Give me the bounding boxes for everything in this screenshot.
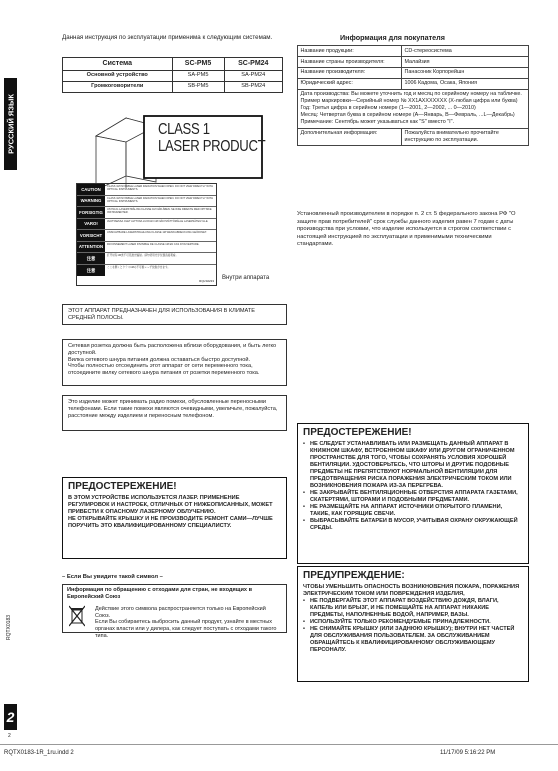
laser-label-line1: CLASS 1 [158, 121, 210, 138]
list-item: • НЕ ЗАКРЫВАЙТЕ ВЕНТИЛЯЦИОННЫЕ ОТВЕРСТИЯ АППАРАТА ГАЗЕТАМИ, СКАТЕРТЯМИ, ШТОРАМИ И ПОДОБНЫМИ ПРЕДМЕТАМИ. [303, 490, 523, 504]
page-number: 2 [4, 704, 17, 730]
language-tab [4, 78, 17, 170]
header-cell: SC-PM5 [172, 58, 224, 71]
laser-label [158, 122, 265, 156]
label-row [77, 253, 216, 265]
table-cell: Название продукции: [298, 46, 402, 57]
table-row [298, 46, 529, 57]
label-word: 注意 [77, 253, 105, 264]
warning-right-list [303, 598, 523, 654]
label-text: CLASS 1M INVISIBLE LASER RADIATION WHEN OPEN. DO NOT VIEW DIRECTLY WITH OPTICAL INSTRUMENTS. [107, 185, 214, 192]
label-word: VARO! [77, 219, 105, 230]
label-code: RQLS0233 [199, 279, 214, 284]
list-item: • НЕ РАЗМЕЩАЙТЕ НА АППАРАТ ИСТОЧНИКИ ОТКРЫТОГО ПЛАМЕНИ, ТАКИЕ, КАК ГОРЯЩИЕ СВЕЧИ. [303, 504, 523, 518]
table-row [298, 128, 529, 145]
table-cell: Панасоник Корпорейшн [402, 67, 529, 78]
table-cell: SA-PM24 [224, 70, 282, 81]
warning-right-intro: ЧТОБЫ УМЕНЬШИТЬ ОПАСНОСТЬ ВОЗНИКНОВЕНИЯ ПОЖАРА, ПОРАЖЕНИЯ ЭЛЕКТРИЧЕСКИМ ТОКОМ ИЛИ ПОВРЕЖДЕНИЯ ИЗДЕЛИЯ, [303, 584, 520, 598]
table-cell: 1006 Кадома, Осака, Япония [402, 78, 529, 89]
caution-right-list [303, 441, 523, 532]
footer-divider [0, 744, 558, 745]
label-text: USYNLIG LASERSTRÅLING KLASSE 1M NÅR ÅBEN. SE IKKE DIREKTE MED OPTISKE INSTRUMENTER. [107, 208, 212, 215]
warning-label-sheet [76, 183, 217, 286]
table-row [298, 67, 529, 78]
header-cell: SC-PM24 [224, 58, 282, 71]
table-row [298, 78, 529, 89]
list-item: • НЕ СНИМАЙТЕ КРЫШКУ (ИЛИ ЗАДНЮЮ КРЫШКУ); ВНУТРИ НЕТ ЧАСТЕЙ ДЛЯ ОБСЛУЖИВАНИЯ ПОЛЬЗОВАТЕЛЕМ. ЗА ОБСЛУЖИВАНИЕМ ОБРАЩАЙТЕСЬ К КВАЛИФИЦИРОВАННОМУ ОБСЛУЖИВАЮЩЕМУ ПЕРСОНАЛУ. [303, 626, 523, 654]
label-word: WARNING [77, 196, 105, 207]
vertical-doc-code: RQTX0183 [6, 614, 12, 640]
label-text: 打开时有1M类不可见激光辐射。请勿使用光学仪器直接观看。 [107, 254, 179, 257]
table-cell: SB-PM24 [224, 81, 282, 92]
label-row [77, 207, 216, 219]
label-text: CLASS 1M INVISIBLE LASER RADIATION WHEN OPEN. DO NOT VIEW DIRECTLY WITH OPTICAL INSTRUMENTS. [107, 196, 214, 203]
table-cell: SB-PM5 [172, 81, 224, 92]
table-row [63, 70, 283, 81]
list-item: • НЕ ПОДВЕРГАЙТЕ ЭТОТ АППАРАТ ВОЗДЕЙСТВИЮ ДОЖДЯ, ВЛАГИ, КАПЕЛЬ ИЛИ БРЫЗГ, И НЕ ПОМЕЩАЙТЕ НА АППАРАТ НИКАКИЕ ПРЕДМЕТЫ, НАПОЛНЕННЫЕ ВОДОЙ, НАПРИМЕР, ВАЗЫ. [303, 598, 523, 619]
disposal-text: Действие этого символа распространяется только на Европейский Союз. Если Вы собираетесь выбросить данный продукт, узнайте в местных органах власти или у дилера, как следует поступать с отходами такого типа. [95, 606, 277, 639]
table-cell: Малайзия [402, 57, 529, 68]
footer-timestamp: 11/17/09 5:16:22 PM [440, 750, 496, 756]
table-cell: Основной устройство [63, 70, 173, 81]
label-caption: Внутри аппарата [222, 275, 270, 281]
language-tab-label: РУССКИЙ ЯЗЫК [5, 94, 15, 154]
climate-box: ЭТОТ АППАРАТ ПРЕДНАЗНАЧЕН ДЛЯ ИСПОЛЬЗОВАНИЯ В КЛИМАТЕ СРЕДНЕЙ ПОЛОСЫ. [62, 304, 287, 325]
date-info-cell: Дата производства: Вы можете уточнить год и месяц по серийному номеру на табличке. Пример маркировки—Серийный номер № XX1AXXXXXXX (X-любая цифра или буква) Год: Третья цифра в серийном номере (1—2001, 2—2002, ... 0—2010) Месяц: Четвертая буква в серийном номере (A—Январь, B—Февраль, ...L—Декабрь) Примечание: Сентябрь может указываться как "S" вместо "I". [298, 89, 529, 128]
label-text: ここを開くとクラス1Mの不可視レーザ放射が出ます。 [107, 265, 170, 269]
laser-label-line2: LASER PRODUCT [158, 137, 266, 155]
list-item: • ВЫБРАСЫВАЙТЕ БАТАРЕИ В МУСОР, УЧИТЫВАЯ ОХРАНУ ОКРУЖАЮЩЕЙ СРЕДЫ. [303, 518, 523, 532]
interference-box: Это изделие может принимать радио помехи, обусловленные переносными телефонами. Если такие помехи являются очевидными, увеличьте, пожалуйста, расстояние между изделием и переносным телефоном. [62, 395, 287, 431]
caution-right-title: ПРЕДОСТЕРЕЖЕНИЕ! [303, 427, 412, 438]
label-text: RAYONNEMENT LASER INVISIBLE DE CLASSE 1M EN CAS D'OUVERTURE. [107, 242, 200, 246]
intro-text: Данная инструкция по эксплуатации применима к следующим системам. [62, 34, 273, 41]
crossed-bin-icon [69, 605, 85, 627]
disposal-box-title: Информация по обращению с отходами для стран, не входящих в Европейский Союз [67, 587, 253, 600]
label-row [77, 265, 216, 277]
label-word: CAUTION [77, 184, 105, 195]
table-cell: Название страны производителя: [298, 57, 402, 68]
disposal-box [62, 584, 287, 639]
service-life-text: Установленный производителем в порядке п. 2 ст. 5 федерального закона РФ "О защите прав потребителей" срок службы данного изделия равен 7 годам с даты производства при условии, что изделие используется в строгом соответствии с настоящей инструкцией по эксплуатации и применимыми техническими стандартами. [297, 211, 516, 248]
table-cell: SA-PM5 [172, 70, 224, 81]
footer-file: RQTX0183-1R_1ru.indd 2 [4, 750, 74, 756]
label-row [77, 242, 216, 254]
label-word: VORSICHT [77, 230, 105, 241]
table-cell: Юридический адрес: [298, 78, 402, 89]
label-row [77, 219, 216, 231]
disposal-heading: – Если Вы увидите такой символ – [62, 574, 163, 580]
buyer-info-title: Информация для покупателя [340, 33, 445, 42]
label-text: AVATTAESSA OLET ALTTIINA LUOKAN 1M NÄKYMÄTTÖMÄLLE LASERSÄTEILYLLE. [107, 219, 209, 223]
warning-right-title: ПРЕДУПРЕЖДЕНИЕ: [303, 570, 405, 581]
table-row [298, 89, 529, 128]
page-number-small: 2 [8, 733, 11, 739]
caution-right-box [297, 423, 529, 564]
header-cell: Система [63, 58, 173, 71]
caution-left-box [62, 477, 287, 559]
table-cell: Пожалуйста внимательно прочитайте инструкцию по эксплуатации. [402, 128, 529, 145]
label-word: FORSIGTIG [77, 207, 105, 218]
socket-box: Сетевая розетка должна быть расположена вблизи оборудования, и быть легко доступной. Вилка сетевого шнура питания должна оставаться быстро доступной. Чтобы полностью отсоединить этот аппарат от сети переменного тока, отсоедините вилку сетевого шнура питания от розетки переменного тока. [62, 339, 287, 386]
label-word: ATTENTION [77, 242, 105, 253]
table-row [63, 81, 283, 92]
label-row [77, 184, 216, 196]
caution-left-body: В ЭТОМ УСТРОЙСТВЕ ИСПОЛЬЗУЕТСЯ ЛАЗЕР. ПРИМЕНЕНИЕ РЕГУЛИРОВОК И НАСТРОЕК, ОТЛИЧНЫХ ОТ НИЖЕОПИСАННЫХ, МОЖЕТ ПРИВЕСТИ К ОПАСНОМУ ЛАЗЕРНОМУ ОБЛУЧЕНИЮ. НЕ ОТКРЫВАЙТЕ КРЫШКУ И НЕ ПРОИЗВОДИТЕ РЕМОНТ САМИ—ЛУЧШЕ ПОРУЧИТЬ ЭТО КВАЛИФИЦИРОВАННОМУ СПЕЦИАЛИСТУ. [68, 495, 273, 530]
table-cell: Дополнительная информация: [298, 128, 402, 145]
table-cell: Название производителя: [298, 67, 402, 78]
buyer-info-table [297, 45, 529, 146]
caution-left-title: ПРЕДОСТЕРЕЖЕНИЕ! [68, 481, 177, 492]
label-text: UNSICHTBARE LASERSTRAHLUNG KLASSE 1M WENN ABDECKUNG GEÖFFNET. [107, 231, 207, 234]
label-word: 注意 [77, 265, 105, 277]
list-item: • НЕ СЛЕДУЕТ УСТАНАВЛИВАТЬ ИЛИ РАЗМЕЩАТЬ ДАННЫЙ АППАРАТ В КНИЖНОМ ШКАФУ, ВСТРОЕННОМ ШКАФУ ИЛИ ДРУГОМ ОГРАНИЧЕННОМ ПРОСТРАНСТВЕ ДЛЯ ТОГО, ЧТОБЫ СОХРАНЯТЬ УСЛОВИЯ ХОРОШЕЙ ВЕНТИЛЯЦИИ. УДОСТОВЕРЬТЕСЬ, ЧТО ШТОРЫ И ДРУГИЕ ПОДОБНЫЕ ПРЕДМЕТЫ НЕ ПРЕПЯТСТВУЮТ НОРМАЛЬНОЙ ВЕНТИЛЯЦИИ ДЛЯ ПРЕДОТВРАЩЕНИЯ РИСКА ПОРАЖЕНИЯ ЭЛЕКТРИЧЕСКИМ ТОКОМ ИЛИ ВОЗНИКНОВЕНИЯ ПОЖАРА ИЗ-ЗА ПЕРЕГРЕВА. [303, 441, 523, 490]
table-cell: Громкоговорители [63, 81, 173, 92]
label-row [77, 230, 216, 242]
label-row [77, 196, 216, 208]
warning-right-box [297, 566, 529, 682]
table-cell: CD-стереосистема [402, 46, 529, 57]
list-item: • ИСПОЛЬЗУЙТЕ ТОЛЬКО РЕКОМЕНДУЕМЫЕ ПРИНАДЛЕЖНОСТИ. [303, 619, 523, 626]
table-row [298, 57, 529, 68]
system-table-header [63, 58, 283, 71]
system-table [62, 57, 283, 93]
